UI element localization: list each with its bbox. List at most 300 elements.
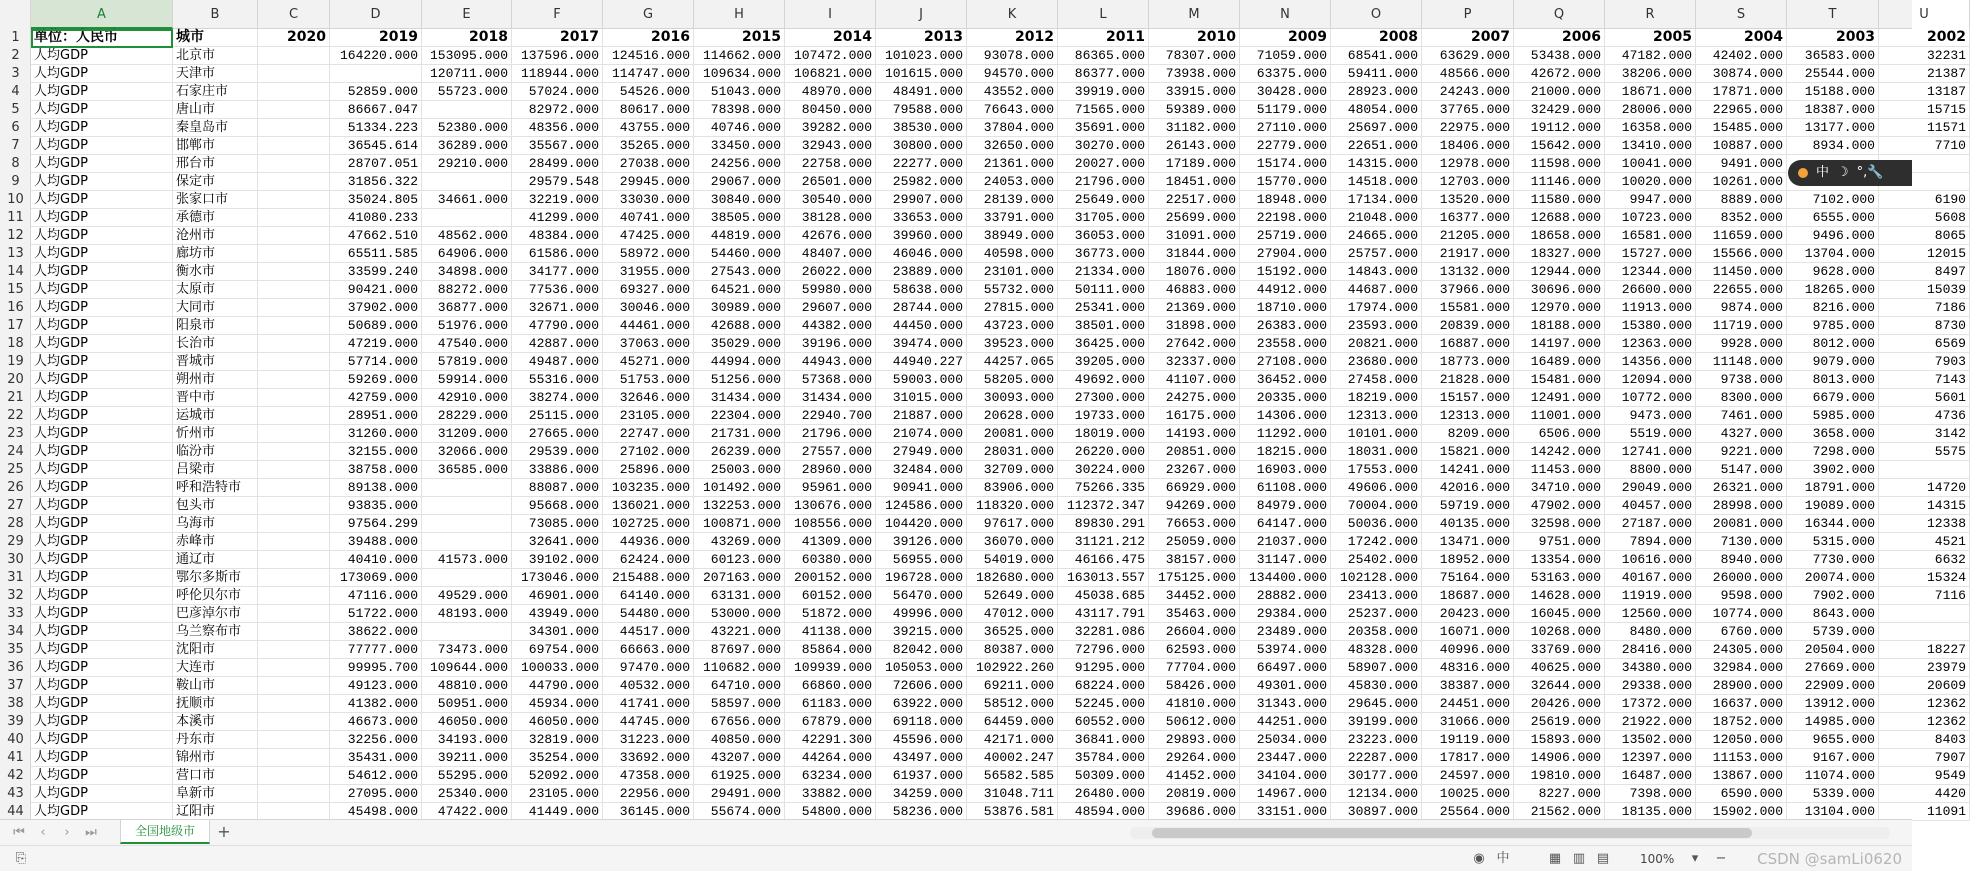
- table-cell[interactable]: 88087.000: [512, 479, 603, 497]
- table-cell[interactable]: 41382.000: [330, 695, 422, 713]
- table-cell[interactable]: 28416.000: [1605, 641, 1696, 659]
- table-cell[interactable]: 10268.000: [1514, 623, 1605, 641]
- table-cell[interactable]: 32066.000: [422, 443, 512, 461]
- row-header[interactable]: 22: [7, 408, 24, 423]
- table-cell[interactable]: 36545.614: [330, 137, 422, 155]
- table-cell[interactable]: 55723.000: [422, 83, 512, 101]
- table-cell[interactable]: 110682.000: [694, 659, 785, 677]
- row-header[interactable]: 37: [7, 678, 24, 693]
- table-cell[interactable]: 32984.000: [1696, 659, 1787, 677]
- row-header[interactable]: 8: [11, 156, 20, 171]
- table-cell[interactable]: 29907.000: [876, 191, 967, 209]
- table-cell[interactable]: 23267.000: [1149, 461, 1240, 479]
- table-cell[interactable]: 91295.000: [1058, 659, 1149, 677]
- table-cell[interactable]: 59914.000: [422, 371, 512, 389]
- table-cell[interactable]: 34710.000: [1514, 479, 1605, 497]
- table-cell[interactable]: 16358.000: [1605, 119, 1696, 137]
- table-cell[interactable]: 136021.000: [603, 497, 694, 515]
- row-header[interactable]: 23: [7, 426, 24, 441]
- table-cell[interactable]: 47012.000: [967, 605, 1058, 623]
- table-cell[interactable]: 5519.000: [1605, 425, 1696, 443]
- table-cell[interactable]: 46046.000: [876, 245, 967, 263]
- table-cell[interactable]: 14306.000: [1240, 407, 1331, 425]
- table-cell[interactable]: 49487.000: [512, 353, 603, 371]
- table-cell[interactable]: 173069.000: [330, 569, 422, 587]
- table-cell[interactable]: 10887.000: [1696, 137, 1787, 155]
- table-cell[interactable]: 48384.000: [512, 227, 603, 245]
- table-cell[interactable]: 人均GDP: [31, 101, 173, 119]
- table-cell[interactable]: 42688.000: [694, 317, 785, 335]
- table-cell[interactable]: 42672.000: [1514, 65, 1605, 83]
- table-cell[interactable]: 11453.000: [1514, 461, 1605, 479]
- table-cell[interactable]: 30897.000: [1331, 803, 1422, 821]
- table-cell[interactable]: 18219.000: [1331, 389, 1422, 407]
- zoom-dropdown-icon[interactable]: ▾: [1691, 851, 1699, 866]
- table-cell[interactable]: 46166.475: [1058, 551, 1149, 569]
- table-cell[interactable]: 28031.000: [967, 443, 1058, 461]
- table-cell[interactable]: 38128.000: [785, 209, 876, 227]
- first-sheet-icon[interactable]: ⏮: [13, 825, 25, 840]
- table-cell[interactable]: 11919.000: [1605, 587, 1696, 605]
- table-cell[interactable]: 6569: [1879, 335, 1970, 353]
- table-cell[interactable]: 118944.000: [512, 65, 603, 83]
- table-cell[interactable]: 8065: [1879, 227, 1970, 245]
- table-cell[interactable]: 45934.000: [512, 695, 603, 713]
- table-cell[interactable]: 18327.000: [1514, 245, 1605, 263]
- table-cell[interactable]: 94269.000: [1149, 497, 1240, 515]
- table-cell[interactable]: 30093.000: [967, 389, 1058, 407]
- table-cell[interactable]: 41080.233: [330, 209, 422, 227]
- table-cell[interactable]: 8012.000: [1787, 335, 1879, 353]
- table-cell[interactable]: 8800.000: [1605, 461, 1696, 479]
- table-cell[interactable]: 215488.000: [603, 569, 694, 587]
- table-cell[interactable]: 28951.000: [330, 407, 422, 425]
- table-cell[interactable]: 86365.000: [1058, 47, 1149, 65]
- table-cell[interactable]: 12970.000: [1514, 299, 1605, 317]
- table-cell[interactable]: 阜新市: [173, 785, 258, 803]
- table-cell[interactable]: 25697.000: [1331, 119, 1422, 137]
- table-cell[interactable]: 9473.000: [1605, 407, 1696, 425]
- table-cell[interactable]: 32641.000: [512, 533, 603, 551]
- table-cell[interactable]: 95961.000: [785, 479, 876, 497]
- table-cell[interactable]: 25564.000: [1422, 803, 1514, 821]
- table-cell[interactable]: 15481.000: [1514, 371, 1605, 389]
- table-cell[interactable]: 37902.000: [330, 299, 422, 317]
- table-cell[interactable]: 邯郸市: [173, 137, 258, 155]
- table-cell[interactable]: 11719.000: [1696, 317, 1787, 335]
- table-cell[interactable]: 27543.000: [694, 263, 785, 281]
- table-cell[interactable]: 37804.000: [967, 119, 1058, 137]
- table-cell[interactable]: 65511.585: [330, 245, 422, 263]
- table-cell[interactable]: 46050.000: [512, 713, 603, 731]
- table-cell[interactable]: 长治市: [173, 335, 258, 353]
- table-cell[interactable]: 36070.000: [967, 533, 1058, 551]
- table-cell[interactable]: 人均GDP: [31, 533, 173, 551]
- table-cell[interactable]: 35029.000: [694, 335, 785, 353]
- table-cell[interactable]: 163013.557: [1058, 569, 1149, 587]
- table-cell[interactable]: [258, 713, 330, 731]
- table-cell[interactable]: 20081.000: [1696, 515, 1787, 533]
- table-cell[interactable]: 乌海市: [173, 515, 258, 533]
- table-cell[interactable]: 10025.000: [1422, 785, 1514, 803]
- table-cell[interactable]: 12397.000: [1605, 749, 1696, 767]
- table-cell[interactable]: 84979.000: [1240, 497, 1331, 515]
- table-cell[interactable]: 8940.000: [1696, 551, 1787, 569]
- table-cell[interactable]: 10041.000: [1605, 155, 1696, 173]
- table-cell[interactable]: 太原市: [173, 281, 258, 299]
- table-cell[interactable]: 8209.000: [1422, 425, 1514, 443]
- table-cell[interactable]: 31705.000: [1058, 209, 1149, 227]
- table-cell[interactable]: 18710.000: [1240, 299, 1331, 317]
- table-cell[interactable]: 86667.047: [330, 101, 422, 119]
- table-cell[interactable]: 42291.300: [785, 731, 876, 749]
- table-cell[interactable]: 50689.000: [330, 317, 422, 335]
- table-cell[interactable]: 44257.065: [967, 353, 1058, 371]
- table-cell[interactable]: 10020.000: [1605, 173, 1696, 191]
- table-cell[interactable]: 单位：人民币: [31, 29, 173, 47]
- table-cell[interactable]: 41107.000: [1149, 371, 1240, 389]
- table-cell[interactable]: 7116: [1879, 587, 1970, 605]
- table-cell[interactable]: 39474.000: [876, 335, 967, 353]
- table-cell[interactable]: 124516.000: [603, 47, 694, 65]
- table-cell[interactable]: 31955.000: [603, 263, 694, 281]
- table-cell[interactable]: 18671.000: [1605, 83, 1696, 101]
- table-cell[interactable]: 27300.000: [1058, 389, 1149, 407]
- table-cell[interactable]: 78398.000: [694, 101, 785, 119]
- table-cell[interactable]: 57819.000: [422, 353, 512, 371]
- table-cell[interactable]: 20335.000: [1240, 389, 1331, 407]
- table-cell[interactable]: 40532.000: [603, 677, 694, 695]
- row-header[interactable]: 1: [11, 30, 20, 45]
- table-cell[interactable]: 9549: [1879, 767, 1970, 785]
- table-cell[interactable]: 2009: [1240, 29, 1331, 47]
- table-cell[interactable]: 72796.000: [1058, 641, 1149, 659]
- table-cell[interactable]: 28923.000: [1331, 83, 1422, 101]
- table-cell[interactable]: 30989.000: [694, 299, 785, 317]
- table-cell[interactable]: 15770.000: [1240, 173, 1331, 191]
- row-header[interactable]: 29: [7, 534, 24, 549]
- table-cell[interactable]: 23680.000: [1331, 353, 1422, 371]
- table-cell[interactable]: [258, 83, 330, 101]
- table-cell[interactable]: 15039: [1879, 281, 1970, 299]
- table-cell[interactable]: 31209.000: [422, 425, 512, 443]
- column-header-u[interactable]: U: [1879, 0, 1970, 29]
- table-cell[interactable]: 68541.000: [1331, 47, 1422, 65]
- table-cell[interactable]: 51722.000: [330, 605, 422, 623]
- table-cell[interactable]: 76643.000: [967, 101, 1058, 119]
- table-cell[interactable]: 2017: [512, 29, 603, 47]
- table-cell[interactable]: 39960.000: [876, 227, 967, 245]
- table-cell[interactable]: 55316.000: [512, 371, 603, 389]
- table-cell[interactable]: 辽阳市: [173, 803, 258, 821]
- table-cell[interactable]: 47790.000: [512, 317, 603, 335]
- table-cell[interactable]: [1879, 623, 1970, 641]
- table-cell[interactable]: 15192.000: [1240, 263, 1331, 281]
- table-cell[interactable]: 34301.000: [512, 623, 603, 641]
- table-cell[interactable]: [258, 479, 330, 497]
- table-cell[interactable]: 26604.000: [1149, 623, 1240, 641]
- table-cell[interactable]: 41449.000: [512, 803, 603, 821]
- table-cell[interactable]: 51256.000: [694, 371, 785, 389]
- table-cell[interactable]: [258, 191, 330, 209]
- table-cell[interactable]: 4420: [1879, 785, 1970, 803]
- table-cell[interactable]: 38274.000: [512, 389, 603, 407]
- table-cell[interactable]: 邢台市: [173, 155, 258, 173]
- table-cell[interactable]: 38206.000: [1605, 65, 1696, 83]
- table-cell[interactable]: 182680.000: [967, 569, 1058, 587]
- table-cell[interactable]: 69754.000: [512, 641, 603, 659]
- table-cell[interactable]: 47358.000: [603, 767, 694, 785]
- table-cell[interactable]: 36425.000: [1058, 335, 1149, 353]
- table-cell[interactable]: 15324: [1879, 569, 1970, 587]
- table-cell[interactable]: 8227.000: [1514, 785, 1605, 803]
- column-header-c[interactable]: C: [258, 0, 330, 29]
- table-cell[interactable]: 34259.000: [876, 785, 967, 803]
- table-cell[interactable]: 39523.000: [967, 335, 1058, 353]
- table-cell[interactable]: 15157.000: [1422, 389, 1514, 407]
- table-cell[interactable]: 31434.000: [694, 389, 785, 407]
- table-cell[interactable]: [258, 47, 330, 65]
- table-cell[interactable]: 18265.000: [1787, 281, 1879, 299]
- table-cell[interactable]: 21796.000: [785, 425, 876, 443]
- table-cell[interactable]: 20839.000: [1422, 317, 1514, 335]
- column-header-r[interactable]: R: [1605, 0, 1696, 29]
- table-cell[interactable]: 22304.000: [694, 407, 785, 425]
- table-cell[interactable]: 80617.000: [603, 101, 694, 119]
- table-cell[interactable]: 124586.000: [876, 497, 967, 515]
- last-sheet-icon[interactable]: ⏭: [85, 825, 97, 840]
- table-cell[interactable]: 41309.000: [785, 533, 876, 551]
- column-header-g[interactable]: G: [603, 0, 694, 29]
- table-cell[interactable]: 47182.000: [1605, 47, 1696, 65]
- table-cell[interactable]: 31434.000: [785, 389, 876, 407]
- table-cell[interactable]: 29539.000: [512, 443, 603, 461]
- table-cell[interactable]: 48566.000: [1422, 65, 1514, 83]
- table-cell[interactable]: 2018: [422, 29, 512, 47]
- row-header[interactable]: 24: [7, 444, 24, 459]
- table-cell[interactable]: 25544.000: [1787, 65, 1879, 83]
- table-cell[interactable]: 26383.000: [1240, 317, 1331, 335]
- table-cell[interactable]: 人均GDP: [31, 263, 173, 281]
- column-header-d[interactable]: D: [330, 0, 422, 29]
- table-cell[interactable]: 43207.000: [694, 749, 785, 767]
- table-cell[interactable]: 7102.000: [1787, 191, 1879, 209]
- table-cell[interactable]: 11450.000: [1696, 263, 1787, 281]
- table-cell[interactable]: 36452.000: [1240, 371, 1331, 389]
- table-cell[interactable]: 109939.000: [785, 659, 876, 677]
- table-cell[interactable]: 人均GDP: [31, 119, 173, 137]
- table-cell[interactable]: 22965.000: [1696, 101, 1787, 119]
- table-cell[interactable]: 54480.000: [603, 605, 694, 623]
- table-cell[interactable]: 39919.000: [1058, 83, 1149, 101]
- table-cell[interactable]: 39215.000: [876, 623, 967, 641]
- table-cell[interactable]: 48316.000: [1422, 659, 1514, 677]
- table-cell[interactable]: 48562.000: [422, 227, 512, 245]
- table-cell[interactable]: 27458.000: [1331, 371, 1422, 389]
- table-cell[interactable]: 鞍山市: [173, 677, 258, 695]
- table-cell[interactable]: 18451.000: [1149, 173, 1240, 191]
- table-cell[interactable]: 68224.000: [1058, 677, 1149, 695]
- ime-extra-icons[interactable]: °,🔧: [1856, 165, 1884, 180]
- table-cell[interactable]: 16887.000: [1422, 335, 1514, 353]
- table-cell[interactable]: 28900.000: [1696, 677, 1787, 695]
- table-cell[interactable]: 53876.581: [967, 803, 1058, 821]
- table-cell[interactable]: 7730.000: [1787, 551, 1879, 569]
- table-cell[interactable]: 人均GDP: [31, 209, 173, 227]
- table-cell[interactable]: 33882.000: [785, 785, 876, 803]
- table-cell[interactable]: 8403: [1879, 731, 1970, 749]
- row-header[interactable]: 6: [11, 120, 20, 135]
- table-cell[interactable]: 61183.000: [785, 695, 876, 713]
- table-cell[interactable]: 77777.000: [330, 641, 422, 659]
- table-cell[interactable]: [258, 695, 330, 713]
- table-cell[interactable]: 31182.000: [1149, 119, 1240, 137]
- table-cell[interactable]: 48054.000: [1331, 101, 1422, 119]
- table-cell[interactable]: 14356.000: [1605, 353, 1696, 371]
- table-cell[interactable]: 10101.000: [1331, 425, 1422, 443]
- row-header[interactable]: 3: [11, 66, 20, 81]
- table-cell[interactable]: 11148.000: [1696, 353, 1787, 371]
- table-cell[interactable]: 62593.000: [1149, 641, 1240, 659]
- table-cell[interactable]: 31223.000: [603, 731, 694, 749]
- table-cell[interactable]: 16581.000: [1605, 227, 1696, 245]
- table-cell[interactable]: 27102.000: [603, 443, 694, 461]
- table-cell[interactable]: 27815.000: [967, 299, 1058, 317]
- table-cell[interactable]: [258, 461, 330, 479]
- table-cell[interactable]: 39126.000: [876, 533, 967, 551]
- table-cell[interactable]: 人均GDP: [31, 587, 173, 605]
- row-header[interactable]: 10: [7, 192, 24, 207]
- table-cell[interactable]: 29607.000: [785, 299, 876, 317]
- table-cell[interactable]: [258, 353, 330, 371]
- table-cell[interactable]: 2003: [1787, 29, 1879, 47]
- table-cell[interactable]: 5608: [1879, 209, 1970, 227]
- table-cell[interactable]: 5985.000: [1787, 407, 1879, 425]
- spreadsheet-grid[interactable]: [31, 29, 1966, 819]
- table-cell[interactable]: 97564.299: [330, 515, 422, 533]
- table-cell[interactable]: 6760.000: [1696, 623, 1787, 641]
- table-cell[interactable]: 26143.000: [1149, 137, 1240, 155]
- table-cell[interactable]: 32646.000: [603, 389, 694, 407]
- table-cell[interactable]: 19119.000: [1422, 731, 1514, 749]
- row-header[interactable]: 9: [11, 174, 20, 189]
- table-cell[interactable]: 53000.000: [694, 605, 785, 623]
- table-cell[interactable]: 44936.000: [603, 533, 694, 551]
- table-cell[interactable]: 36585.000: [422, 461, 512, 479]
- table-cell[interactable]: [422, 173, 512, 191]
- table-cell[interactable]: 120711.000: [422, 65, 512, 83]
- table-cell[interactable]: 50309.000: [1058, 767, 1149, 785]
- table-cell[interactable]: 9491.000: [1696, 155, 1787, 173]
- table-cell[interactable]: 37966.000: [1422, 281, 1514, 299]
- table-cell[interactable]: 12560.000: [1605, 605, 1696, 623]
- table-cell[interactable]: 35024.805: [330, 191, 422, 209]
- table-cell[interactable]: [258, 605, 330, 623]
- table-cell[interactable]: 27665.000: [512, 425, 603, 443]
- table-cell[interactable]: [258, 767, 330, 785]
- table-cell[interactable]: 15566.000: [1696, 245, 1787, 263]
- table-cell[interactable]: 14242.000: [1514, 443, 1605, 461]
- table-cell[interactable]: 14315: [1879, 497, 1970, 515]
- table-cell[interactable]: 31856.322: [330, 173, 422, 191]
- table-cell[interactable]: 42402.000: [1696, 47, 1787, 65]
- column-header-j[interactable]: J: [876, 0, 967, 29]
- table-cell[interactable]: 21037.000: [1240, 533, 1331, 551]
- table-cell[interactable]: 9496.000: [1787, 227, 1879, 245]
- moon-icon[interactable]: ☽: [1837, 165, 1849, 180]
- table-cell[interactable]: 16045.000: [1514, 605, 1605, 623]
- table-cell[interactable]: [258, 119, 330, 137]
- table-cell[interactable]: 89830.291: [1058, 515, 1149, 533]
- table-cell[interactable]: 16903.000: [1240, 461, 1331, 479]
- column-header-s[interactable]: S: [1696, 0, 1787, 29]
- table-cell[interactable]: 37765.000: [1422, 101, 1514, 119]
- table-cell[interactable]: 8889.000: [1696, 191, 1787, 209]
- table-cell[interactable]: 人均GDP: [31, 299, 173, 317]
- table-cell[interactable]: 承德市: [173, 209, 258, 227]
- table-cell[interactable]: 49123.000: [330, 677, 422, 695]
- table-cell[interactable]: 人均GDP: [31, 767, 173, 785]
- table-cell[interactable]: 29945.000: [603, 173, 694, 191]
- table-cell[interactable]: 人均GDP: [31, 515, 173, 533]
- table-cell[interactable]: 29264.000: [1149, 749, 1240, 767]
- table-cell[interactable]: 40741.000: [603, 209, 694, 227]
- table-cell[interactable]: 20819.000: [1149, 785, 1240, 803]
- zoom-level[interactable]: 100%: [1640, 852, 1675, 866]
- table-cell[interactable]: 32219.000: [512, 191, 603, 209]
- table-cell[interactable]: 64906.000: [422, 245, 512, 263]
- table-cell[interactable]: 24053.000: [967, 173, 1058, 191]
- table-cell[interactable]: [422, 569, 512, 587]
- row-header[interactable]: 18: [7, 336, 24, 351]
- table-cell[interactable]: 11571: [1879, 119, 1970, 137]
- table-cell[interactable]: 包头市: [173, 497, 258, 515]
- row-header[interactable]: 15: [7, 282, 24, 297]
- table-cell[interactable]: [258, 335, 330, 353]
- table-cell[interactable]: 24305.000: [1696, 641, 1787, 659]
- table-cell[interactable]: 38622.000: [330, 623, 422, 641]
- table-cell[interactable]: 11598.000: [1514, 155, 1605, 173]
- column-header-e[interactable]: E: [422, 0, 512, 29]
- table-cell[interactable]: 26000.000: [1696, 569, 1787, 587]
- table-cell[interactable]: 24243.000: [1422, 83, 1514, 101]
- table-cell[interactable]: 25719.000: [1240, 227, 1331, 245]
- add-sheet-icon[interactable]: +: [217, 822, 231, 841]
- table-cell[interactable]: 59980.000: [785, 281, 876, 299]
- table-cell[interactable]: 34661.000: [422, 191, 512, 209]
- table-cell[interactable]: 44819.000: [694, 227, 785, 245]
- table-cell[interactable]: 呼和浩特市: [173, 479, 258, 497]
- table-cell[interactable]: 47116.000: [330, 587, 422, 605]
- table-cell[interactable]: 58907.000: [1331, 659, 1422, 677]
- table-cell[interactable]: 49692.000: [1058, 371, 1149, 389]
- table-cell[interactable]: 87697.000: [694, 641, 785, 659]
- table-cell[interactable]: 73473.000: [422, 641, 512, 659]
- table-cell[interactable]: 9221.000: [1696, 443, 1787, 461]
- table-cell[interactable]: 33886.000: [512, 461, 603, 479]
- table-cell[interactable]: 18227: [1879, 641, 1970, 659]
- table-cell[interactable]: 14315.000: [1331, 155, 1422, 173]
- table-cell[interactable]: 58426.000: [1149, 677, 1240, 695]
- table-cell[interactable]: 40850.000: [694, 731, 785, 749]
- row-header[interactable]: 34: [7, 624, 24, 639]
- table-cell[interactable]: 49301.000: [1240, 677, 1331, 695]
- table-cell[interactable]: [258, 749, 330, 767]
- table-cell[interactable]: 12094.000: [1605, 371, 1696, 389]
- table-cell[interactable]: 石家庄市: [173, 83, 258, 101]
- table-cell[interactable]: [258, 101, 330, 119]
- table-cell[interactable]: 35463.000: [1149, 605, 1240, 623]
